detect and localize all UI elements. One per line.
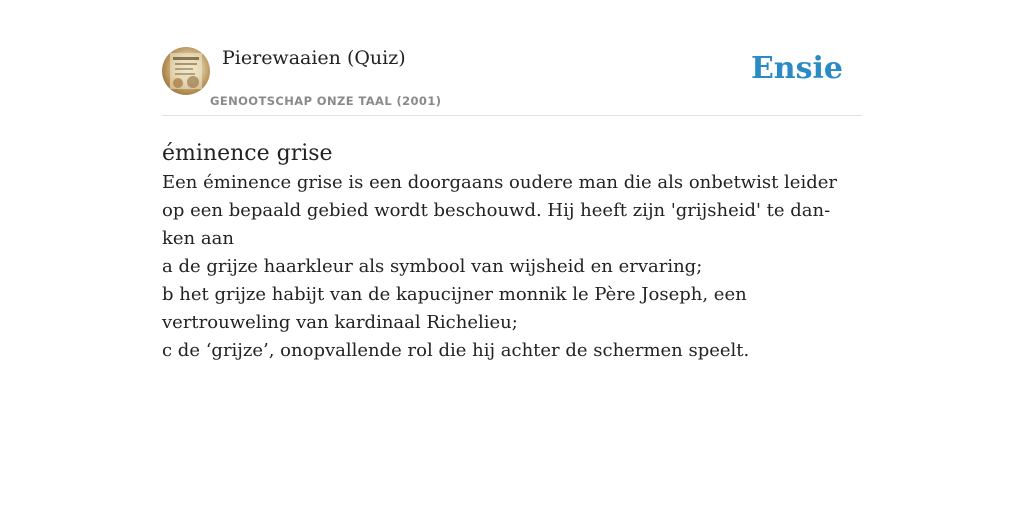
entry-paragraph: Een éminence grise is een doorgaans oudere man die als onbetwist leider	[162, 172, 837, 193]
source-header	[162, 46, 862, 116]
source-subtitle: GENOOTSCHAP ONZE TAAL (2001)	[210, 94, 442, 108]
book-cover-thumbnail-icon	[162, 47, 210, 95]
entry-body	[162, 169, 862, 365]
entry-paragraph: b het grijze habijt van de kapucijner monnik le Père Joseph, een vertrouweling van kardinaal Richelieu;	[162, 284, 747, 333]
entry-title: éminence grise	[162, 141, 333, 166]
entry-paragraph: a de grijze haarkleur als symbool van wijsheid en ervaring;	[162, 256, 703, 277]
source-avatar[interactable]	[162, 47, 210, 95]
content-container	[162, 46, 862, 365]
source-title[interactable]: Pierewaaien (Quiz)	[222, 47, 406, 69]
brand-logo[interactable]: Ensie	[750, 51, 843, 86]
entry-paragraph: c de ‘grijze’, onopvallende rol die hij achter de schermen speelt.	[162, 340, 750, 361]
entry-paragraph: op een bepaald gebied wordt beschouwd. Hij heeft zijn 'grijsheid' te dan- ken aan	[162, 200, 831, 249]
